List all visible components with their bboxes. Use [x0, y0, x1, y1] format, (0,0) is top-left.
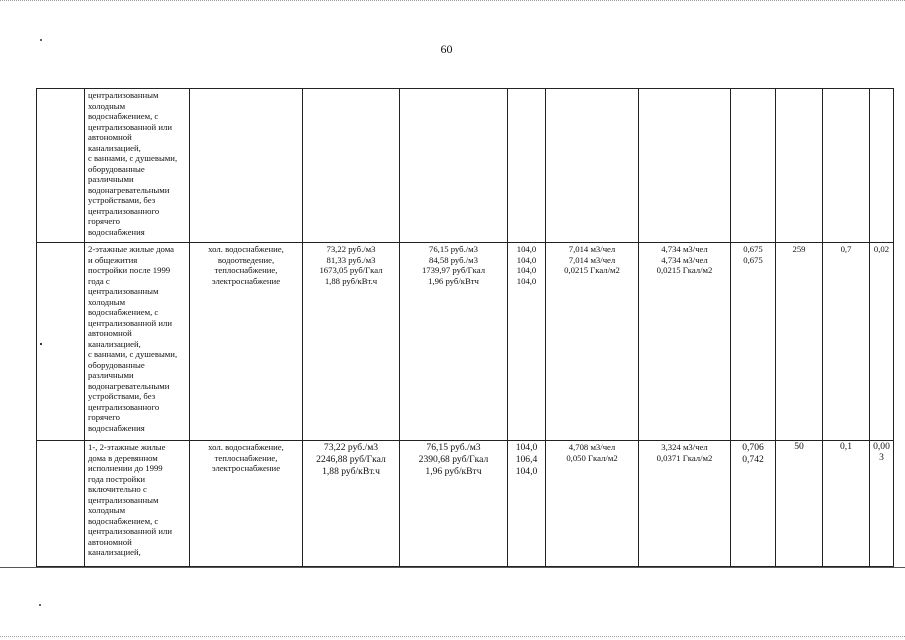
- page-number: 60: [440, 42, 453, 56]
- tariff-line: 84,58 руб./м3: [428, 254, 479, 265]
- description-line: централизованным: [88, 286, 159, 296]
- description-line: устройствами, без: [88, 391, 156, 401]
- description-line: централизованной или: [88, 121, 172, 132]
- description-line: канализацией,: [88, 547, 141, 557]
- table-row: [37, 89, 894, 243]
- description-line: различными: [88, 174, 134, 184]
- value3-cell: [870, 89, 894, 243]
- tariff-line: 1,96 руб/кВтч: [428, 275, 479, 286]
- value3-cell: 0,02: [870, 243, 894, 441]
- description-line: оборудованные: [88, 359, 145, 370]
- description-line: централизованного: [88, 401, 160, 412]
- coef-line: 0,706: [742, 442, 764, 453]
- tariff-line: 76,15 руб./м3: [428, 244, 479, 254]
- norm-a-cell: [546, 89, 639, 243]
- description-cell: [85, 89, 190, 243]
- scan-speck: [40, 39, 42, 41]
- tariff-b-cell: [400, 243, 508, 441]
- norm-a-cell: [546, 243, 639, 441]
- service-line: водоотведение,: [217, 254, 275, 265]
- description-line: холодным: [88, 100, 126, 111]
- norm-line: 7,014 м3/чел: [568, 254, 616, 265]
- index-line: 106,4: [515, 454, 538, 465]
- norm-line: 4,734 м3/чел: [661, 254, 708, 265]
- description-line: водоснабжением, с: [88, 111, 159, 121]
- norm-line: 0,0215 Гкал/м2: [564, 265, 620, 275]
- value1-cell: [776, 89, 823, 243]
- norm-b-cell: [639, 89, 731, 243]
- description-line: постройки после 1999: [88, 265, 171, 275]
- description-line: с ваннами, с душевыми,: [88, 153, 178, 163]
- services-cell: [190, 89, 303, 243]
- service-line: теплоснабжение,: [214, 265, 278, 275]
- description-line: холодным: [88, 505, 126, 515]
- page-bottom-rule: [0, 567, 905, 568]
- service-line: хол. водоснабжение,: [208, 442, 284, 452]
- description-line: дома в деревянном: [88, 452, 158, 463]
- description-line: канализацией,: [88, 338, 141, 349]
- description-line: водоснабжением, с: [88, 307, 159, 317]
- description-cell: [85, 243, 190, 441]
- description-line: водонагревательными: [88, 184, 170, 195]
- tariff-line: 1,88 руб/кВт.ч: [324, 275, 378, 286]
- tariff-line: 2390,68 руб/Гкал: [418, 454, 489, 465]
- norm-line: 4,734 м3/чел: [661, 244, 708, 254]
- coef-line: 0,675: [743, 254, 763, 265]
- service-line: электроснабжение: [211, 463, 281, 473]
- tariff-line: 73,22 руб./м3: [323, 442, 379, 453]
- row-marker-cell: [37, 89, 85, 243]
- description-line: года с: [88, 275, 110, 286]
- description-line: с ваннами, с душевыми,: [88, 349, 178, 359]
- coef-cell: [731, 89, 776, 243]
- coef-line: 0,742: [742, 454, 764, 465]
- scan-edge-bottom: [0, 636, 905, 637]
- value1-cell: 259: [776, 243, 823, 441]
- description-line: централизованным: [88, 494, 159, 505]
- coef-cell: [731, 441, 776, 567]
- index-cell: [508, 441, 546, 567]
- tariff-a-cell: [303, 243, 400, 441]
- index-line: 104,0: [516, 244, 537, 254]
- norm-line: 0,0215 Гкал/м2: [656, 265, 713, 275]
- tariff-line: 1,96 руб/кВтч: [425, 466, 482, 477]
- description-line: централизованной или: [88, 526, 172, 536]
- description-line: водоснабжения: [88, 226, 145, 237]
- scan-edge-top: [0, 0, 905, 1]
- description-line: холодным: [88, 296, 126, 307]
- norm-b-cell: [639, 441, 731, 567]
- tariff-line: 1,88 руб/кВт.ч: [322, 466, 380, 477]
- norm-b-cell: [639, 243, 731, 441]
- services-cell: [190, 441, 303, 567]
- index-line: 104,0: [516, 275, 537, 286]
- tariff-line: 73,22 руб./м3: [326, 244, 376, 254]
- row-marker-cell: [37, 441, 85, 567]
- tariff-line: 2246,88 руб/Гкал: [316, 454, 386, 465]
- coef-cell: [731, 243, 776, 441]
- index-cell: [508, 89, 546, 243]
- tariff-b-cell: [400, 441, 508, 567]
- coef-line: 0,675: [743, 244, 763, 254]
- value1-cell: 50: [776, 441, 823, 567]
- index-line: 104,0: [516, 254, 537, 265]
- index-cell: [508, 243, 546, 441]
- tariff-table: [36, 88, 894, 567]
- service-line: хол. водоснабжение,: [208, 244, 284, 254]
- description-line: автономной: [88, 132, 132, 142]
- norm-line: 7,014 м3/чел: [568, 244, 616, 254]
- tariff-a-cell: [303, 441, 400, 567]
- index-line: 104,0: [516, 265, 537, 275]
- index-line: 104,0: [515, 442, 538, 453]
- value2-cell: 0,1: [823, 441, 870, 567]
- tariff-line: 81,33 руб./м3: [326, 254, 376, 265]
- norm-line: 3,324 м3/чел: [661, 442, 708, 452]
- description-line: централизованной или: [88, 317, 172, 328]
- norm-a-cell: [546, 441, 639, 567]
- value2-cell: [823, 89, 870, 243]
- description-line: включительно с: [88, 484, 147, 494]
- description-line: горячего: [88, 412, 120, 422]
- tariff-b-cell: [400, 89, 508, 243]
- description-cell: [85, 441, 190, 567]
- description-line: централизованного: [88, 205, 160, 216]
- row-marker-cell: [37, 243, 85, 441]
- service-line: теплоснабжение,: [214, 452, 278, 463]
- description-line: водонагревательными: [88, 380, 170, 391]
- service-line: электроснабжение: [211, 275, 281, 286]
- description-line: различными: [88, 370, 134, 380]
- description-line: года постройки: [88, 473, 146, 484]
- description-line: горячего: [88, 216, 120, 226]
- norm-line: 0,0371 Гкал/м2: [656, 452, 713, 463]
- services-cell: [190, 243, 303, 441]
- description-line: автономной: [88, 328, 132, 338]
- table-row: [37, 441, 894, 567]
- tariff-line: 76,15 руб./м3: [426, 442, 481, 453]
- tariff-line: 1739,97 руб/Гкал: [421, 265, 486, 275]
- table-row: [37, 243, 894, 441]
- description-line: оборудованные: [88, 163, 145, 174]
- value3-cell: 0,00 3: [870, 441, 894, 567]
- description-line: исполнении до 1999: [88, 463, 163, 473]
- scan-speck: [39, 604, 41, 606]
- description-line: канализацией,: [88, 142, 141, 153]
- value2-cell: 0,7: [823, 243, 870, 441]
- description-line: централизованным: [88, 90, 159, 100]
- scan-speck: [40, 343, 42, 345]
- tariff-line: 1673,05 руб/Гкал: [319, 265, 383, 275]
- description-line: и общежития: [88, 254, 138, 265]
- description-line: 1-, 2-этажные жилые: [88, 442, 166, 452]
- description-line: 2-этажные жилые дома: [88, 244, 174, 254]
- description-line: автономной: [88, 536, 132, 547]
- description-line: устройствами, без: [88, 195, 156, 205]
- tariff-a-cell: [303, 89, 400, 243]
- norm-line: 4,708 м3/чел: [568, 442, 616, 452]
- index-line: 104,0: [515, 466, 538, 477]
- description-line: водоснабжением, с: [88, 515, 159, 526]
- description-line: водоснабжения: [88, 422, 145, 433]
- norm-line: 0,050 Гкал/м2: [566, 452, 618, 463]
